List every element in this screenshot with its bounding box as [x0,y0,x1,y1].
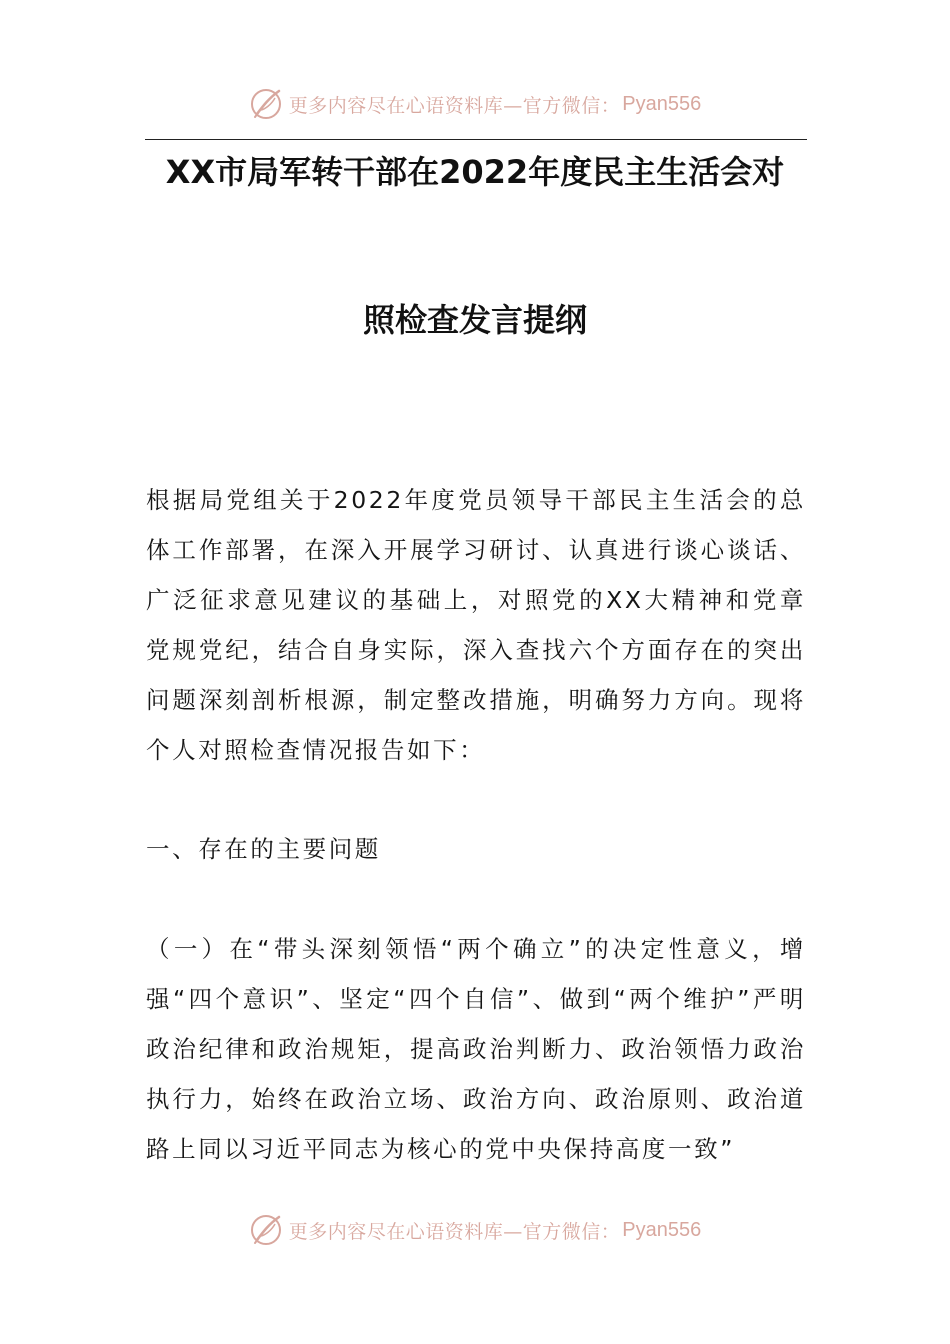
wechat-handle: Pyan556 [622,92,702,115]
document-title-line-1: XX市局军转干部在2022年度民主生活会对 [165,153,785,191]
document-title-line-2: 照检查发言提纲 [362,301,587,339]
footer-watermark-banner [0,1208,950,1252]
subsection-paragraph: （一）在“带头深刻领悟“两个确立”的决定性意义，增强“四个意识”、坚定“四个自信”、做到“两个维护”严明政治纪律和政治规矩，提高政治判断力、政治领悟力政治执行力，始终在政治立场、政治方向、政治原则、政治道路上同以习近平同志为核心的党中央保持高度一致” [146,935,806,1163]
section-heading: 一、存在的主要问题 [146,835,381,863]
wechat-handle: Pyan556 [622,1218,702,1241]
intro-paragraph: 根据局党组关于2022年度党员领导干部民主生活会的总体工作部署，在深入开展学习研讨、认真进行谈心谈话、广泛征求意见建议的基础上，对照党的XX大精神和党章党规党纪，结合自身实际，深入查找六个方面存在的突出问题深刻剖析根源，制定整改措施，明确努力方向。现将个人对照检查情况报告如下： [146,486,806,764]
header-divider [145,139,807,140]
quill-pen-logo-icon [249,1212,285,1248]
promo-text: 更多内容尽在心语资料库—官方微信： [288,94,621,117]
quill-pen-logo-icon [249,86,285,122]
promo-text: 更多内容尽在心语资料库—官方微信： [288,1220,621,1243]
header-watermark-banner [0,82,950,126]
